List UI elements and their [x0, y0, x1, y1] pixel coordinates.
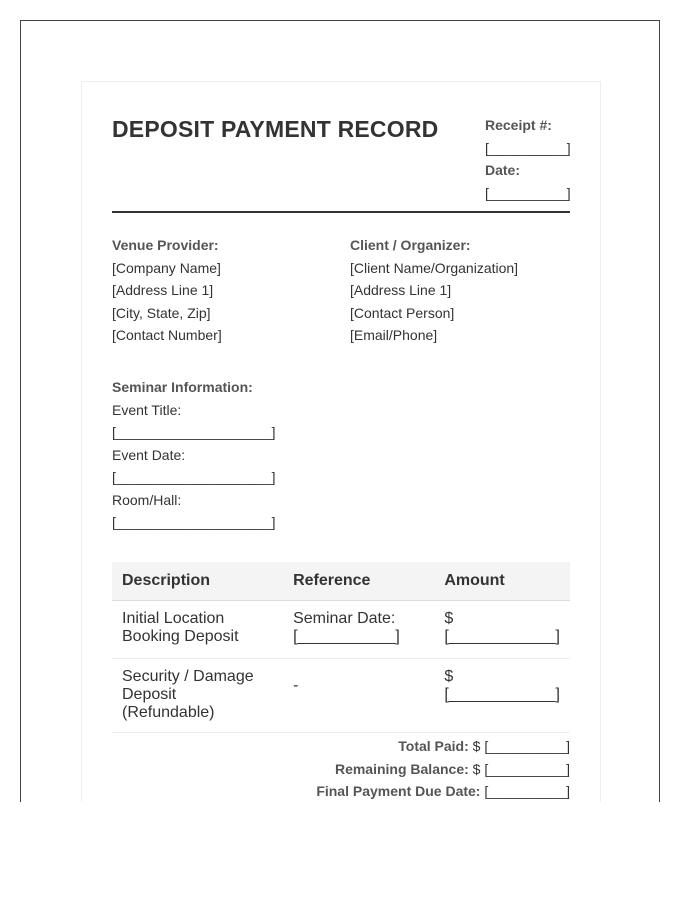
remaining-balance-line — [260, 758, 570, 781]
header-divider — [112, 211, 570, 213]
receipt-number-label: Receipt #: — [485, 117, 552, 133]
total-paid-label: Total Paid: — [398, 738, 469, 754]
row-description-cell — [112, 659, 283, 733]
venue-company-name: [Company Name] — [112, 259, 221, 276]
table-header-row — [112, 562, 570, 601]
document-title: DEPOSIT PAYMENT RECORD — [112, 116, 439, 142]
totals-block — [260, 735, 570, 803]
column-header-amount: Amount — [434, 562, 570, 601]
event-title-label: Event Title: — [112, 401, 182, 418]
receipt-date-field[interactable]: [__________] — [485, 184, 571, 201]
row-reference-cell — [283, 659, 434, 733]
description-line: Deposit (Refundable) — [122, 686, 215, 721]
room-hall-field[interactable]: [____________________] — [112, 514, 276, 530]
event-date-field[interactable]: [____________________] — [112, 469, 276, 485]
amount-field[interactable]: [____________] — [444, 686, 560, 703]
final-payment-due-label: Final Payment Due Date: — [316, 783, 481, 799]
row-amount-cell — [434, 659, 570, 733]
receipt-date-label: Date: — [485, 162, 521, 178]
receipt-number-field[interactable]: [__________] — [485, 139, 571, 156]
venue-provider-label: Venue Provider: — [112, 237, 219, 253]
client-email-phone: [Email/Phone] — [350, 327, 438, 343]
reference-line: - — [293, 677, 299, 694]
description-line: Initial Location — [122, 610, 225, 627]
currency-symbol: $ — [444, 668, 454, 685]
seminar-info-block — [112, 376, 352, 534]
client-name: [Client Name/Organization] — [350, 259, 519, 276]
row-reference-cell — [283, 601, 434, 659]
amount-field[interactable]: [____________] — [444, 628, 560, 645]
total-paid-field[interactable]: $ [__________] — [472, 738, 570, 754]
seminar-info-label: Seminar Information: — [112, 379, 253, 395]
venue-provider-block — [112, 234, 332, 347]
event-date-label: Event Date: — [112, 446, 186, 463]
reference-line: Seminar Date: — [293, 610, 396, 627]
remaining-balance-label: Remaining Balance: — [334, 760, 469, 777]
venue-contact-number: [Contact Number] — [112, 327, 222, 343]
description-line: Booking Deposit — [122, 628, 239, 645]
table-row — [112, 659, 570, 733]
row-amount-cell — [434, 601, 570, 659]
currency-symbol: $ — [444, 610, 454, 627]
receipt-meta — [485, 114, 585, 204]
column-header-reference: Reference — [283, 562, 434, 601]
final-payment-due-field[interactable]: [__________] — [484, 783, 570, 799]
remaining-balance-field[interactable]: $ [__________] — [472, 760, 570, 777]
venue-address-line: [Address Line 1] — [112, 282, 214, 298]
row-description-cell — [112, 601, 283, 659]
venue-city-state-zip: [City, State, Zip] — [112, 304, 211, 321]
column-header-description: Description — [112, 562, 283, 601]
total-paid-line — [260, 735, 570, 758]
payment-items-table — [112, 562, 570, 733]
client-contact-person: [Contact Person] — [350, 304, 455, 321]
description-line: Security / Damage — [122, 668, 254, 685]
seminar-date-field[interactable]: [___________] — [293, 628, 400, 645]
client-organizer-block — [350, 234, 580, 347]
room-hall-label: Room/Hall: — [112, 491, 182, 508]
table-row — [112, 601, 570, 659]
event-title-field[interactable]: [____________________] — [112, 424, 276, 440]
client-address-line: [Address Line 1] — [350, 282, 452, 298]
final-payment-due-line — [260, 780, 570, 803]
client-organizer-label: Client / Organizer: — [350, 237, 471, 253]
